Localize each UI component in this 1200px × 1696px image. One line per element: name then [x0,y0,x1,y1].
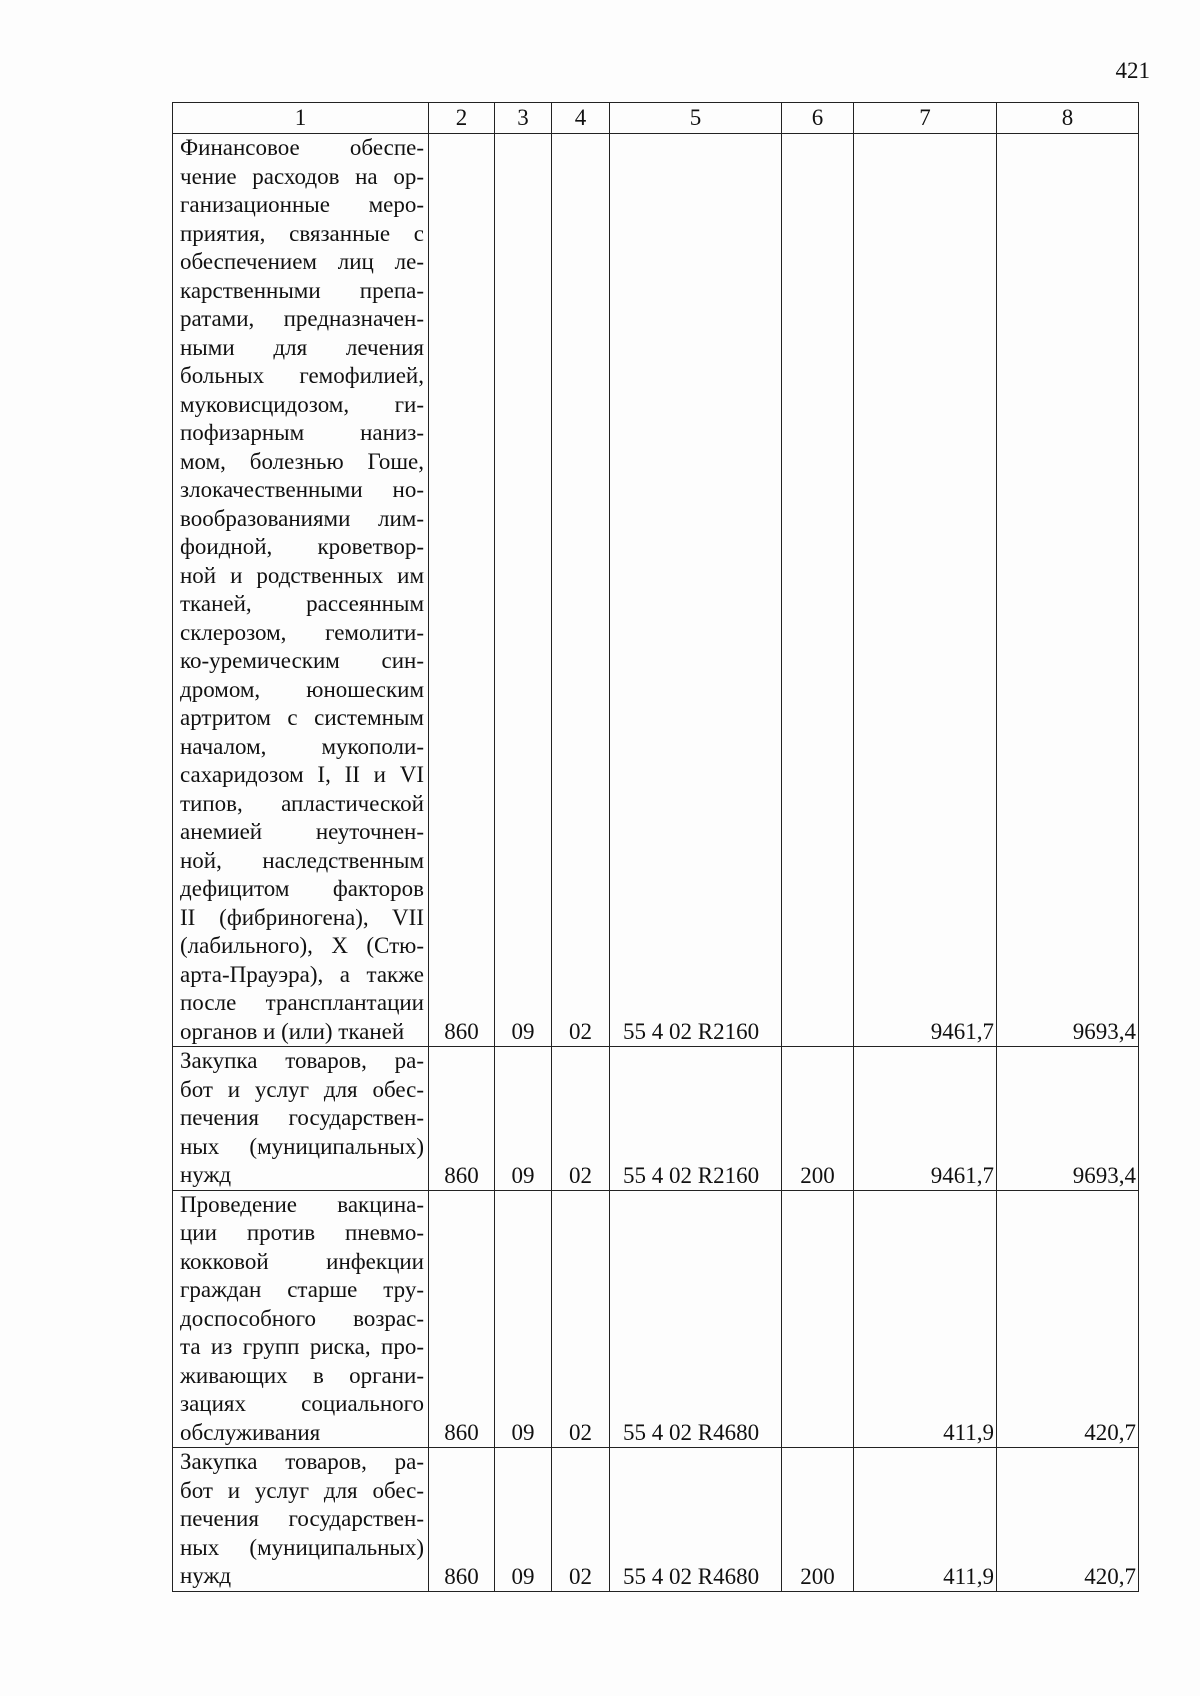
amount-year2-cell: 9693,4 [997,134,1139,1047]
section-code-cell: 09 [495,1047,552,1191]
description-line: анемией неуточнен- [180,819,424,844]
description-line: злокачественными но- [180,477,424,502]
description-line: бот и услуг для обес- [180,1076,424,1102]
column-header: 2 [429,103,495,134]
target-article-cell: 55 4 02 R4680 [610,1190,782,1448]
description-line: началом, мукополи- [180,733,424,759]
section-code-cell: 09 [495,1190,552,1448]
description-line: типов, апластической [180,790,424,816]
description-line: склерозом, гемолити- [180,619,424,645]
description-line: ных (муниципальных) [180,1534,424,1560]
amount-year1-cell: 9461,7 [854,134,997,1047]
ministry-code-cell: 860 [429,1448,495,1592]
description-cell [173,134,429,1047]
description-line: (лабильного), X (Стю- [180,933,424,958]
description-line: органов и (или) тканей [180,1018,405,1044]
amount-year2-cell: 420,7 [997,1448,1139,1592]
description-line: обслуживания [180,1419,321,1445]
description-line: ратами, предназначен- [180,306,424,331]
description-line: Финансовое обеспе- [180,135,424,160]
description-line: граждан старше тру- [180,1277,424,1302]
ministry-code-cell: 860 [429,1047,495,1191]
column-header: 4 [552,103,610,134]
subsection-code-cell: 02 [552,1190,610,1448]
target-article-cell: 55 4 02 R2160 [610,134,782,1047]
description-line: дромом, юношеским [180,676,424,702]
amount-year1-cell: 411,9 [854,1190,997,1448]
expense-type-cell: 200 [782,1448,854,1592]
table-row [173,134,1139,1047]
subsection-code-cell: 02 [552,1448,610,1592]
description-line: артритом с системным [180,705,424,730]
description-line: муковисцидозом, ги- [180,391,424,417]
expense-type-cell [782,134,854,1047]
description-line: обеспечением лиц ле- [180,249,424,274]
description-line: кокковой инфекции [180,1248,424,1274]
description-line: II (фибриногена), VII [180,904,424,930]
description-line: после трансплантации [180,990,424,1015]
table-row [173,1047,1139,1191]
amount-year2-cell: 9693,4 [997,1047,1139,1191]
description-line: нужд [180,1563,232,1588]
description-line: дефицитом факторов [180,876,424,901]
description-line: ции против пневмо- [180,1220,424,1245]
target-article-cell: 55 4 02 R4680 [610,1448,782,1592]
column-header: 8 [997,103,1139,134]
table-row [173,1190,1139,1448]
description-cell [173,1047,429,1191]
description-line: печения государствен- [180,1105,424,1130]
amount-year1-cell: 411,9 [854,1448,997,1592]
description-line: бот и услуг для обес- [180,1477,424,1503]
description-line: ных (муниципальных) [180,1133,424,1159]
expense-type-cell: 200 [782,1047,854,1191]
page-number: 421 [1115,58,1150,83]
subsection-code-cell: 02 [552,1047,610,1191]
description-line: арта-Прауэра), а также [180,961,424,987]
description-line: доспособного возрас- [180,1305,424,1331]
ministry-code-cell: 860 [429,134,495,1047]
column-header: 6 [782,103,854,134]
description-line: вообразованиями лим- [180,505,424,531]
column-number-row [173,103,1139,134]
description-line: приятия, связанные с [180,220,424,246]
description-line: Проведение вакцина- [180,1191,424,1217]
expense-type-cell [782,1190,854,1448]
description-line: та из групп риска, про- [180,1334,424,1359]
ministry-code-cell: 860 [429,1190,495,1448]
description-cell [173,1190,429,1448]
budget-table [172,102,1139,1592]
description-line: зациях социального [180,1391,424,1416]
description-line: пофизарным наниз- [180,420,424,445]
column-header: 3 [495,103,552,134]
description-cell [173,1448,429,1592]
description-line: ганизационные меро- [180,192,424,217]
column-header: 1 [173,103,429,134]
section-code-cell: 09 [495,134,552,1047]
description-line: Закупка товаров, ра- [180,1048,424,1073]
amount-year2-cell: 420,7 [997,1190,1139,1448]
description-line: печения государствен- [180,1506,424,1531]
description-line: тканей, рассеянным [180,591,424,616]
description-line: больных гемофилией, [180,363,424,388]
description-line: фоидной, кроветвор- [180,534,424,559]
description-line: карственными препа- [180,277,424,303]
subsection-code-cell: 02 [552,134,610,1047]
description-line: нужд [180,1162,232,1187]
description-line: живающих в органи- [180,1362,424,1388]
description-line: ной и родственных им [180,562,424,588]
description-line: ными для лечения [180,334,424,360]
amount-year1-cell: 9461,7 [854,1047,997,1191]
description-line: ной, наследственным [180,847,424,873]
description-line: Закупка товаров, ра- [180,1449,424,1474]
table-row [173,1448,1139,1592]
description-line: ко-уремическим син- [180,648,424,673]
target-article-cell: 55 4 02 R2160 [610,1047,782,1191]
description-line: чение расходов на ор- [180,163,424,189]
description-line: сахаридозом I, II и VI [180,762,424,787]
column-header: 5 [610,103,782,134]
section-code-cell: 09 [495,1448,552,1592]
column-header: 7 [854,103,997,134]
description-line: мом, болезнью Гоше, [180,448,424,474]
